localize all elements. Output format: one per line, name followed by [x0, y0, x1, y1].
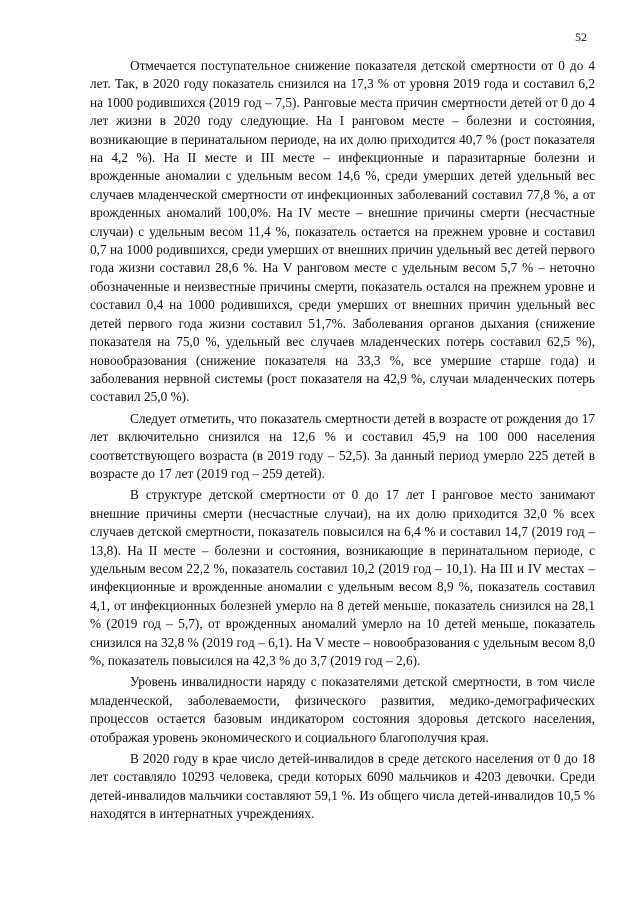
paragraph-disability-level: Уровень инвалидности наряду с показателями детской смертности, в том числе младенческой, заболеваемости, физического развития, медико-демографических процессов остается базовым индикатором состояния здоровья детского населения, отображая уровень экономического и социального благополучия края.: [90, 674, 595, 745]
page-number: 52: [575, 30, 587, 44]
paragraph-child-mortality-0-17: Следует отметить, что показатель смертности детей в возрасте от рождения до 17 лет включительно снизился на 12,6 % и составил 45,9 на 100 000 населения соответствующего возраста (в 2019 году – 52,5). За данный период умерло 225 детей в возрасте до 17 лет (2019 год – 259 детей).: [90, 410, 595, 481]
paragraph-child-mortality-0-4: Отмечается поступательное снижение показателя детской смертности от 0 до 4 лет. Так, в 2020 году показатель снизился на 17,3 % от уровня 2019 года и составил 6,2 на 1000 родившихся (2019 год – 7,5). Ранговые места причин смертности детей от 0 до 4 лет жизни в 2020 году следующие. На I ранговом месте – болезни и состояния, возникающие в перинатальном периоде, на их долю приходится 40,7 % (рост показателя на 4,2 %). На II месте и III месте – инфекционные и паразитарные болезни и врожденные аномалии с удельным весом 14,6 %, среди умерших детей удельный вес случаев младенческой смертности от инфекционных заболеваний составил 77,8 %, а от врожденных аномалий 100,0%. На IV месте – внешние причины смерти (несчастные случаи) с удельным весом 11,4 %, показатель остается на прежнем уровне и составил 0,7 на 1000 родившихся, среди умерших от внешних причин удельный вес детей первого года жизни составил 28,6 %. На V ранговом месте с удельным весом 5,7 % – неточно обозначенные и неизвестные причины смерти, показатель остался на прежнем уровне и составил 0,4 на 1000 родившихся, среди умерших от внешних причин удельный вес детей первого года жизни составил 51,7%. Заболевания органов дыхания (снижение показателя на 75,0 %, удельный вес случаев младенческих потерь составил 62,5 %), новообразования (снижение показателя на 33,3 %, все умершие старше года) и заболевания нервной системы (рост показателя на 42,9 %, случаи младенческих потерь составил 25,0 %).: [90, 58, 595, 405]
paragraph-disabled-children-2020: В 2020 году в крае число детей-инвалидов в среде детского населения от 0 до 18 лет составляло 10293 человека, среди которых 6090 мальчиков и 4203 девочки. Среди детей-инвалидов мальчики составляют 59,1 %. Из общего числа детей-инвалидов 10,5 % находятся в интернатных учреждениях.: [90, 751, 595, 822]
document-body: [90, 57, 595, 827]
paragraph-mortality-structure: В структуре детской смертности от 0 до 17 лет I ранговое место занимают внешние причины смерти (несчастные случаи), на их долю приходится 32,0 % всех случаев детской смертности, показатель повысился на 6,4 % и составил 14,7 (2019 год – 13,8). На II месте – болезни и состояния, возникающие в перинатальном периоде, с удельным весом 22,2 %, показатель составил 10,2 (2019 год – 10,1). На III и IV местах – инфекционные и врожденные аномалии с удельным весом 8,9 %, показатель составил 4,1, от инфекционных болезней умерло на 8 детей меньше, показатель снизился на 28,1 % (2019 год – 5,7), от врожденных аномалий умерло на 10 детей меньше, показатель снизился на 32,8 % (2019 год – 6,1). На V месте – новообразования с удельным весом 8,0 %, показатель повысился на 42,3 % до 3,7 (2019 год – 2,6).: [90, 487, 595, 668]
